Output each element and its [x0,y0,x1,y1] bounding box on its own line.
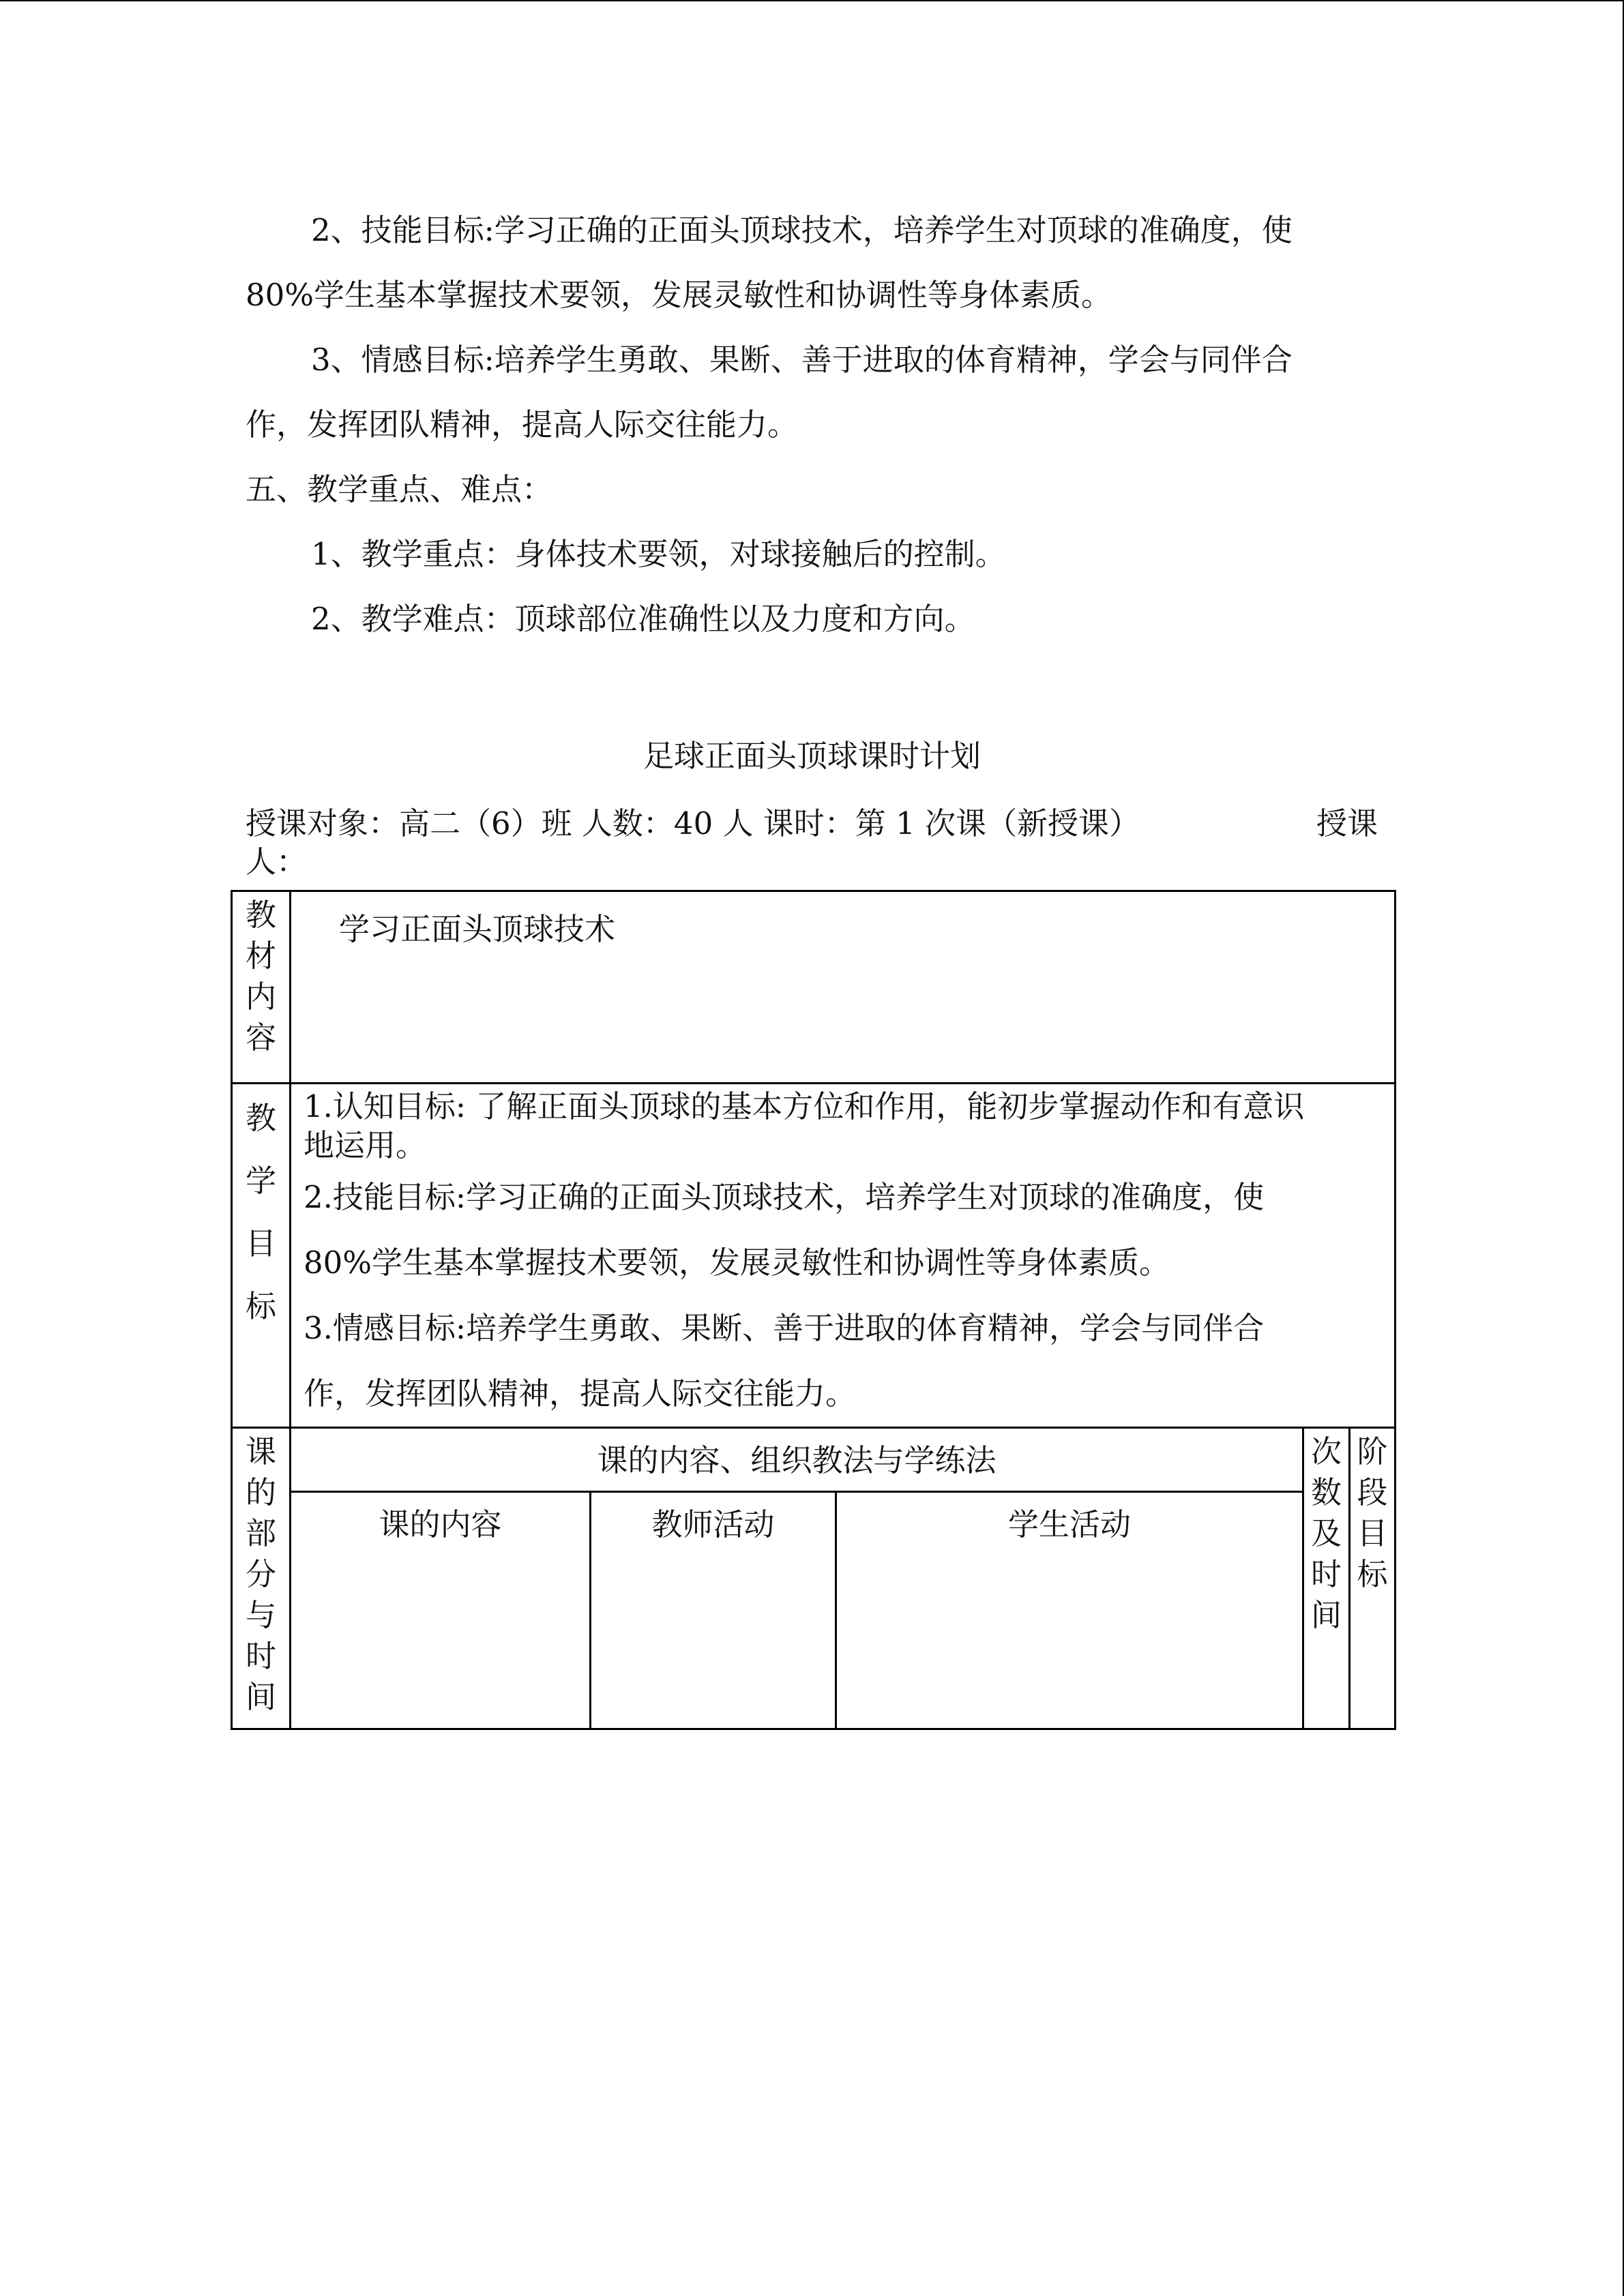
page-border-top [0,0,1624,1]
col-lesson-content: 课的内容 [291,1492,591,1729]
plan-title: 足球正面头顶球课时计划 [643,738,981,774]
material-row [232,891,1396,1084]
goal-line: 2.技能目标:学习正确的正面头顶球技术，培养学生对顶球的准确度，使 [304,1179,1265,1215]
lesson-header-row [232,1428,1396,1492]
goals-label: 教 学 目 标 [232,1084,291,1428]
lesson-columns-row [232,1492,1396,1729]
goals-row [232,1084,1396,1428]
skill-goal-line-2: 80%学生基本掌握技术要领，发展灵敏性和协调性等身体素质。 [246,277,1112,313]
col-teacher-activity: 教师活动 [591,1492,836,1729]
lesson-part-label: 课 的 部 分 与 时 间 [232,1428,291,1729]
count-time-header: 次 数 及 时 间 [1303,1428,1350,1729]
plan-info [246,805,1378,881]
section-heading-key-points: 五、教学重点、难点： [246,471,553,507]
plan-info-right: 授课 [1316,805,1378,841]
stage-goal-header: 阶 段 目 标 [1350,1428,1396,1729]
goal-line: 80%学生基本掌握技术要领，发展灵敏性和协调性等身体素质。 [304,1244,1170,1281]
goal-line: 3.情感目标:培养学生勇敢、果断、善于进取的体育精神，学会与同伴合 [304,1310,1265,1346]
intro-section [246,198,1378,651]
goal-line: 1.认知目标: 了解正面头顶球的基本方位和作用，能初步掌握动作和有意识 [304,1088,1305,1124]
goal-line: 地运用。 [304,1127,427,1163]
material-label: 教 材 内 容 [232,891,291,1084]
difficult-point: 2、教学难点：顶球部位准确性以及力度和方向。 [311,601,975,637]
goal-line: 作，发挥团队精神，提高人际交往能力。 [304,1375,857,1412]
goals-content [291,1084,1396,1428]
emotion-goal-line-1: 3、情感目标:培养学生勇敢、果断、善于进取的体育精神，学会与同伴合 [311,342,1293,378]
lesson-plan-table [231,890,1396,1730]
key-point: 1、教学重点：身体技术要领，对球接触后的控制。 [311,536,1006,572]
col-student-activity: 学生活动 [836,1492,1303,1729]
emotion-goal-line-2: 作，发挥团队精神，提高人际交往能力。 [246,406,799,443]
plan-info-left: 授课对象：高二（6）班 人数：40 人 课时：第 1 次课（新授课） [246,805,1140,841]
lesson-content-header: 课的内容、组织教法与学练法 [291,1428,1303,1492]
skill-goal-line-1: 2、技能目标:学习正确的正面头顶球技术，培养学生对顶球的准确度，使 [311,212,1293,248]
material-content: 学习正面头顶球技术 [291,891,1396,1084]
plan-info-wrap: 人： [246,844,308,880]
